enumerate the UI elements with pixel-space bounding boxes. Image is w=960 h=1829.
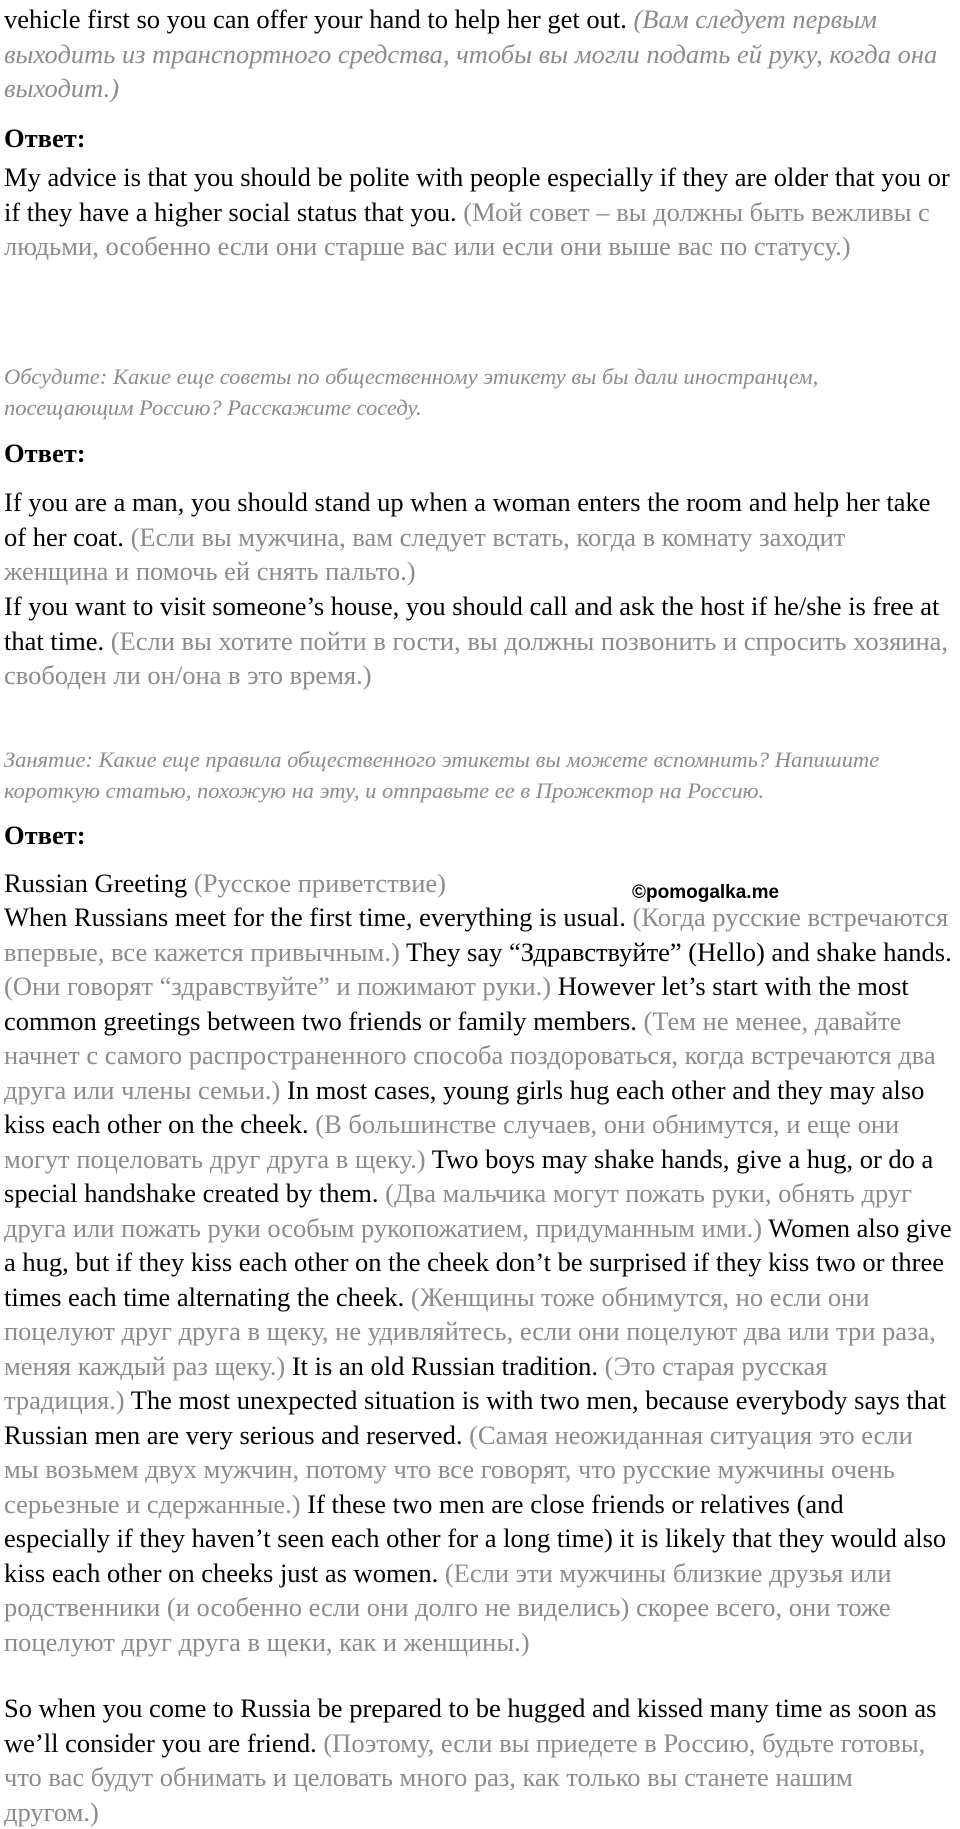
answer1-english: My advice is that you should be polite with people especially if they are older that you or if they have a higher social status that you.	[4, 162, 950, 227]
article-title	[4, 866, 952, 901]
article-sentence-5-english: Two boys may shake hands, give a hug, or do a special handshake created by them.	[4, 1143, 934, 1208]
article-title-russian: (Русское приветствие)	[193, 868, 446, 898]
watermark: ©pomogalka.me	[632, 882, 780, 903]
answer2-paragraph-1	[4, 485, 952, 589]
article-sentence-7-russian: (Это старая русская традиция.)	[4, 1350, 828, 1415]
answer2-2-russian: (Если вы хотите пойти в гости, вы должны позвонить и спросить хозяина, свободен ли он/она в это время.)	[4, 625, 949, 690]
article-sentence-1-english: When Russians meet for the first time, everything is usual.	[4, 902, 626, 932]
answer-label: Ответ:	[4, 123, 86, 153]
article-closing	[4, 1691, 952, 1829]
article-sentence-9-russian: (Если эти мужчины близкие друзья или родственники (и особенно если они долго не виделись) скорее всего, они тоже поцелуют друг друга в щеки, как и женщины.)	[4, 1557, 892, 1657]
article-sentence-9-english: If these two men are close friends or relatives (and especially if they haven’t seen each other for a long time) it is likely that they would also kiss each other on cheeks just as women.	[4, 1488, 947, 1588]
article-sentence-1-russian: (Когда русские встречаются впервые, все кажется привычным.)	[4, 902, 949, 967]
article-title-english: Russian Greeting	[4, 868, 188, 898]
answer-label: Ответ:	[4, 820, 86, 850]
answer2-1-english: If you are a man, you should stand up when a woman enters the room and help her take of her coat.	[4, 487, 931, 552]
article-sentence-7-english: It is an old Russian tradition.	[291, 1350, 599, 1381]
article-sentence-3-english: However let’s start with the most common greetings between two friends or family members.	[4, 971, 909, 1036]
article-sentence-3-russian: (Тем не менее, давайте начнет с самого распространенного способа поздороваться, когда встречаются два друга или члены семьи.)	[4, 1005, 936, 1105]
intro-russian: (Вам следует первым выходить из транспортного средства, чтобы вы могли подать ей руку, когда она выходит.)	[4, 4, 938, 103]
answer-label: Ответ:	[4, 438, 86, 468]
article-sentence-6-english: Women also give a hug, but if they kiss each other on the cheek don’t be surprised if they kiss two or three times each time alternating the cheek.	[4, 1212, 952, 1312]
answer1-russian: (Мой совет – вы должны быть вежливы с людьми, особенно если они старше вас или если они выше вас по статусу.)	[4, 196, 930, 261]
article-sentence-2-english: They say “Здравствуйте” (Hello) and shake hands.	[405, 936, 952, 967]
task-discuss: Обсудите: Какие еще советы по общественному этикету вы бы дали иностранцем, посещающим Россию? Расскажите соседу.	[4, 364, 819, 420]
answer2-1-russian: (Если вы мужчина, вам следует встать, когда в комнату заходит женщина и помочь ей снять пальто.)	[4, 521, 846, 586]
article-closing-english: So when you come to Russia be prepared to be hugged and kissed many time as soon as we’ll consider you are friend.	[4, 1693, 937, 1758]
intro-paragraph	[4, 2, 952, 106]
article-sentence-8-english: The most unexpected situation is with two men, because everybody says that Russian men are very serious and reserved.	[4, 1385, 947, 1450]
answer2-2-english: If you want to visit someone’s house, you should call and ask the host if he/she is free at that time.	[4, 591, 940, 656]
answer1-paragraph	[4, 160, 952, 264]
answer2-paragraph-2	[4, 589, 952, 693]
article-closing-russian: (Поэтому, если вы приедете в Россию, будьте готовы, что вас будут обнимать и целовать много раз, как только вы станете нашим другом.)	[4, 1727, 926, 1827]
task-activity: Занятие: Какие еще правила общественного этикеты вы можете вспомнить? Напишите короткую статью, похожую на эту, и отправьте ее в Прожектор на Россию.	[4, 747, 880, 803]
article-sentence-8-russian: (Самая неожиданная ситуация это если мы возьмем двух мужчин, потому что все говорят, что русские мужчины очень серьезные и сдержанные.)	[4, 1419, 913, 1519]
article-sentence-6-russian: (Женщины тоже обнимутся, но если они поцелуют друг друга в щеку, не удивляйтесь, если они поцелуют два или три раза, меняя каждый раз щеку.)	[4, 1281, 936, 1381]
article-body	[4, 900, 952, 1659]
article-sentence-5-russian: (Два мальчика могут пожать руки, обнять друг друга или пожать руки особым рукопожатием, придуманным ими.)	[4, 1178, 912, 1243]
intro-english: vehicle first so you can offer your hand to help her get out.	[4, 4, 627, 34]
article-sentence-4-russian: (В большинстве случаев, они обнимутся, и еще они могут поцеловать друг друга в щеку.)	[4, 1109, 900, 1174]
article-sentence-4-english: In most cases, young girls hug each other and they may also kiss each other on the cheek.	[4, 1074, 925, 1139]
article-sentence-2-russian: (Они говорят “здравствуйте” и пожимают руки.)	[4, 971, 552, 1001]
